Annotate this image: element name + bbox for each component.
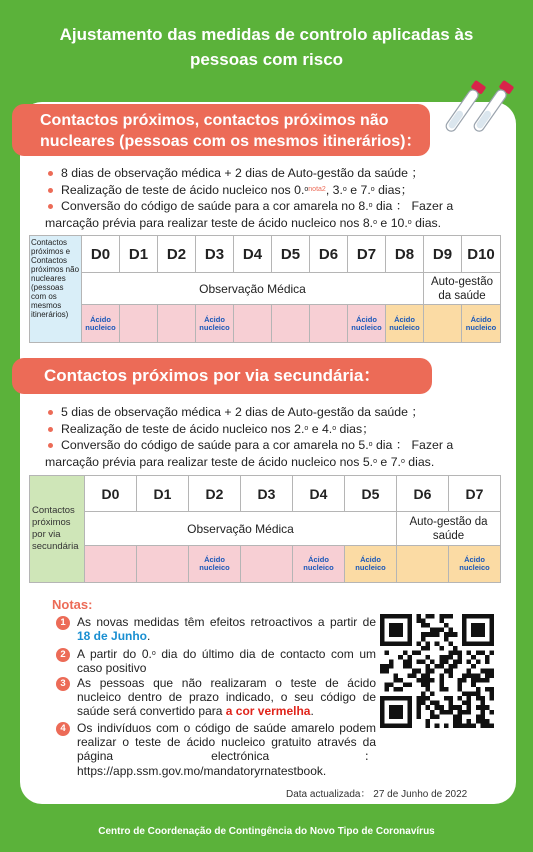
cell [234, 305, 272, 343]
number-badge: 1 [56, 616, 70, 630]
test-cell: Ácido nucleico [348, 305, 386, 343]
list-item: Conversão do código de saúde para a cor amarela no 5.$^o$ dia ： Fazer a [46, 437, 486, 453]
section1-bullets [46, 165, 484, 231]
test-cell: Ácido nucleico [449, 546, 501, 583]
day-cell: D5 [345, 476, 397, 512]
note-3: 3 As pessoas que não realizaram o teste de ácido nucleico dentro de prazo indicado, o seu código de saúde será convertido para a cor vermelha. [56, 676, 376, 719]
note-4: 4 Os indivíduos com o código de saúde amarelo podem realizar o teste de ácido nucleico gratuito através da página electrónica： https://app.ssm.gov.mo/mandatoryrnatestbook. [56, 721, 376, 778]
cell [310, 305, 348, 343]
list-item: Conversão do código de saúde para a cor amarela no 8.$^o$ dia ： Fazer a [46, 198, 484, 214]
day-cell: D3 [196, 236, 234, 273]
test-cell: Ácido nucleico [189, 546, 241, 583]
section1-banner: Contactos próximos, contactos próximos não nucleares (pessoas com os mesmos itinerários)： [12, 104, 430, 156]
number-badge: 2 [56, 648, 70, 662]
footer-organization: Centro de Coordenação de Contingência do Novo Tipo de Coronavírus [98, 826, 435, 837]
day-cell: D4 [234, 236, 272, 273]
section2-bullets [46, 404, 486, 470]
day-cell: D6 [310, 236, 348, 273]
list-item: Realização de teste de ácido nucleico nos 0.$^{onota2}$, 3.$^o$ e 7.$^o$ dias； [46, 182, 484, 198]
row-label: Contactos próximos por via secundária [30, 476, 85, 583]
list-item: Realização de teste de ácido nucleico nos 2.$^o$ e 4.$^o$ dias； [46, 421, 486, 437]
cell [120, 305, 158, 343]
row-label: Contactos próximos e Contactos próximos não nucleares (pessoas com os mesmos itinerários) [30, 236, 82, 343]
day-cell: D1 [137, 476, 189, 512]
observation-label: Observação Médica [85, 512, 397, 546]
test-cell: Ácido nucleico [462, 305, 501, 343]
page-title: Ajustamento das medidas de controlo aplicadas às pessoas com risco [59, 25, 474, 69]
cell [397, 546, 449, 583]
cell [272, 305, 310, 343]
day-cell: D5 [272, 236, 310, 273]
test-cell: Ácido nucleico [386, 305, 424, 343]
self-management-label: Auto-gestão da saúde [397, 512, 501, 546]
list-item: marcação prévia para realizar teste de ácido nucleico nos 8.$^o$ e 10.$^o$ dias. [45, 215, 442, 230]
day-cell: D7 [348, 236, 386, 273]
list-item: marcação prévia para realizar teste de ácido nucleico nos 5.$^o$ e 7.$^o$ dias. [45, 454, 435, 469]
list-item: 5 dias de observação médica + 2 dias de Auto-gestão da saúde ； [46, 404, 486, 420]
number-badge: 4 [56, 722, 70, 736]
observation-label: Observação Médica [82, 273, 424, 305]
cell [241, 546, 293, 583]
test-cell: Ácido nucleico [196, 305, 234, 343]
note-1: 1 As novas medidas têm efeitos retroactivos a partir de 18 de Junho. [56, 615, 376, 643]
test-cell: Ácido nucleico [345, 546, 397, 583]
schedule-table-1 [29, 235, 501, 343]
list-item: 8 dias de observação médica + 2 dias de Auto-gestão da saúde ； [46, 165, 484, 181]
day-cell: D4 [293, 476, 345, 512]
day-cell: D1 [120, 236, 158, 273]
number-badge: 3 [56, 677, 70, 691]
day-cell: D7 [449, 476, 501, 512]
day-cell: D2 [158, 236, 196, 273]
day-cell: D2 [189, 476, 241, 512]
day-cell: D6 [397, 476, 449, 512]
test-tubes-icon [444, 74, 516, 140]
test-cell: Ácido nucleico [293, 546, 345, 583]
note-2: 2 A partir do 0.$^o$ dia do último dia de contacto com um caso positivo [56, 647, 376, 675]
test-cell: Ácido nucleico [82, 305, 120, 343]
section2-banner: Contactos próximos por via secundária： [12, 358, 432, 394]
cell [158, 305, 196, 343]
day-cell: D10 [462, 236, 501, 273]
day-cell: D9 [424, 236, 462, 273]
qr-code-icon[interactable] [380, 613, 494, 729]
self-management-label: Auto-gestão da saúde [424, 273, 501, 305]
cell [85, 546, 137, 583]
schedule-table-2 [29, 475, 501, 583]
day-cell: D0 [85, 476, 137, 512]
day-cell: D0 [82, 236, 120, 273]
cell [424, 305, 462, 343]
cell [137, 546, 189, 583]
notes-heading: Notas: [52, 597, 93, 612]
booking-url[interactable]: https://app.ssm.gov.mo/mandatoryrnatestbook. [77, 763, 327, 778]
day-cell: D8 [386, 236, 424, 273]
updated-date: Data actualizada： 27 de Junho de 2022 [286, 789, 468, 800]
day-cell: D3 [241, 476, 293, 512]
